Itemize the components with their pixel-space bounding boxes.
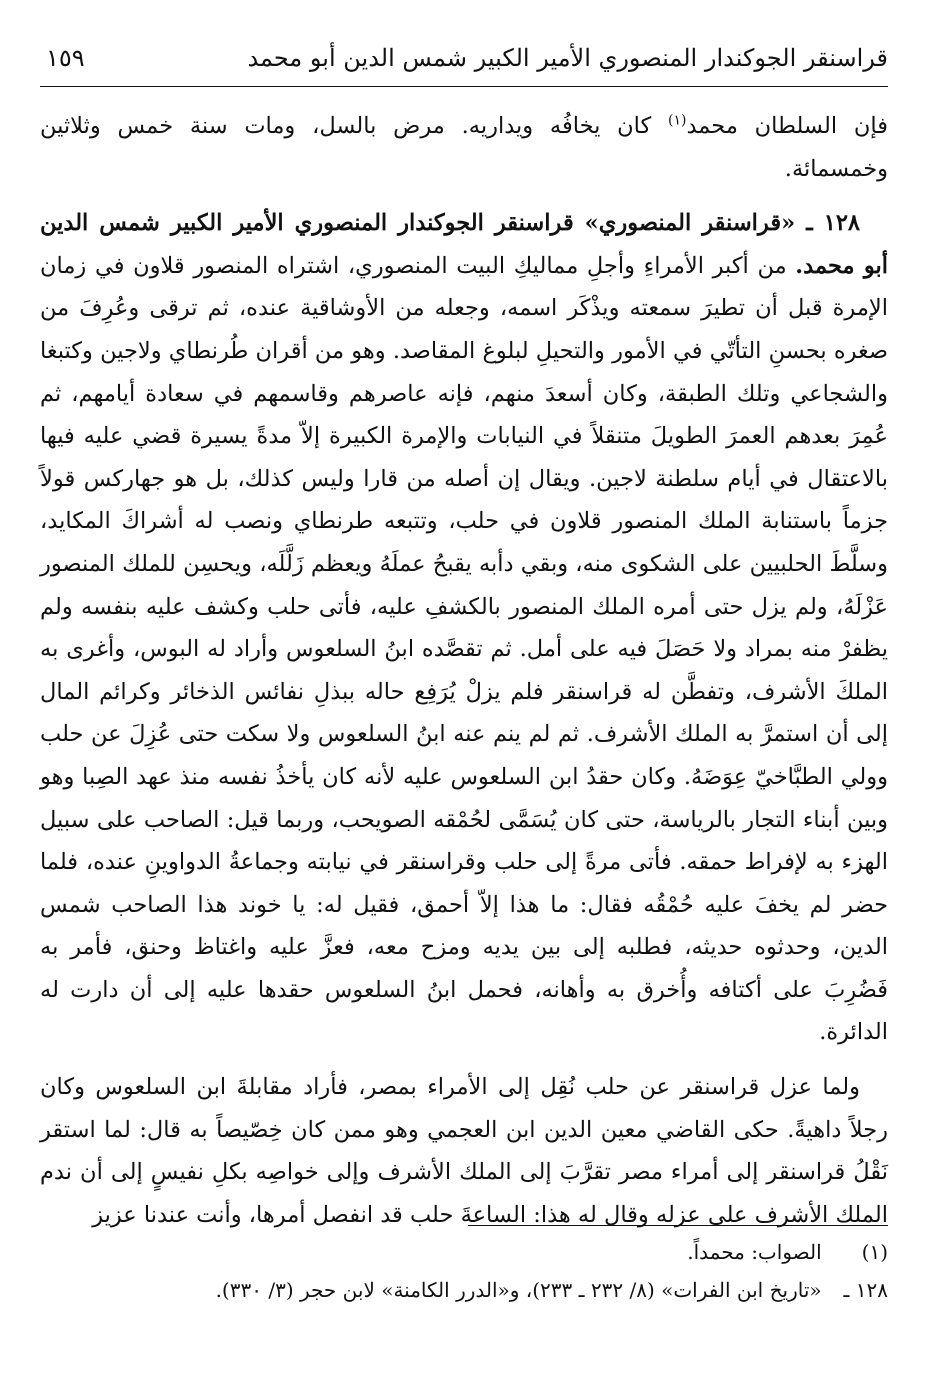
footnote-reference: (١) <box>668 112 687 129</box>
footnote-text: «تاريخ ابن الفرات» (٨/ ٢٣٢ ـ ٢٣٣)، و«الدرر الكامنة» لابن حجر (٣/ ٣٣٠). <box>215 1278 822 1302</box>
page-number: ١٥٩ <box>46 44 85 72</box>
footnote <box>40 1278 888 1302</box>
footnote-text: الصواب: محمداً. <box>687 1240 822 1264</box>
main-text <box>40 105 888 1236</box>
paragraph-continuation <box>40 105 888 190</box>
footnotes <box>40 1225 888 1302</box>
paragraph-text: ولما عزل قراسنقر عن حلب نُقِل إلى الأمراء بمصر، فأراد مقابلةَ ابن السلعوس وكان رجلاً داهيةً. حكى القاضي معين الدين ابن العجمي وهو ممن كان خِصّيصاً به قال: لما استقر نَقْلُ قراسنقر إلى أمراء مصر تقرَّبَ إلى الملك الأشرف وإلى خواصِه بكلِ نفيسٍ إلى أن ندم الملك الأشرف على عزله وقال له هذا: الساعةَ حلب قد انفصل أمرها، وأنت عندنا عزيز <box>40 1074 888 1228</box>
running-title: قراسنقر الجوكندار المنصوري الأمير الكبير شمس الدين أبو محمد <box>247 44 888 72</box>
paragraph-text: كان يخافُه ويداريه. مرض بالسل، ومات سنة خمس وثلاثين وخمسمائة. <box>40 113 888 182</box>
footnote-marker: (١) <box>861 1240 888 1264</box>
footnote-divider <box>468 1225 888 1226</box>
paragraph-text: فإن السلطان محمد <box>686 113 889 139</box>
paragraph <box>40 1066 888 1236</box>
biography-entry <box>40 202 888 1054</box>
book-page <box>40 40 888 1333</box>
footnote <box>40 1240 888 1264</box>
page-header <box>40 40 888 87</box>
entry-text: من أكبر الأمراءِ وأجلِ مماليكِ البيت المنصوري، اشتراه المنصور قلاون في زمان الإمرة قبل أن تطيرَ سمعته ويذْكَر اسمه، وجعله من الأوشاقية عنده، ثم ترقى وعُرِفَ من صغره بحسنِ التأتّي في الأمور والتحيلِ لبلوغ المقاصد. وهو من أقران طُرنطاي ولاجين وكتبغا والشجاعي وتلك الطبقة، وكان أسعدَ منهم، فإنه عاصرهم وقاسمهم في سعادة أيامهم، ثم عُمِرَ بعدهم العمرَ الطويلَ متنقلاً في النيابات والإمرة الكبيرة إلاّ مدةً يسيرة قضي عليه فيها بالاعتقال في أيام سلطنة لاجين. ويقال إن أصله من قارا وليس كذلك، بل هو جهاركس قولاً جزماً باستنابة الملك المنصور قلاون في حلب، وتتبعه طرنطاي ونصب له أشراكَ المكايد، وسلَّطَ الحلبيين على الشكوى منه، وبقي دأبه يقبحُ عملَهُ ويعظم زَلَّلَه، ويحسِن للملك المنصور عَزْلَهُ، ولم يزل حتى أمره الملك المنصور بالكشفِ عليه، فأتى حلب وكشف عليه بنفسه ولم يظفرْ منه بمراد ولا حَصَلَ فيه على أمل. ثم تقصَّده ابنُ السلعوس وأراد له البوس، وأغرى به الملكَ الأشرف، وتفطَّن له قراسنقر فلم يزلْ يُرَفِع حاله ببذلِ نفائس الذخائر وكرائم المال إلى أن استمرَّ به الملك الأشرف. ثم لم ينم عنه ابنُ السلعوس ولا سكت حتى عُزِلَ عن حلب وولي الطبَّاخيّ عِوَضَهُ. وكان حقدُ ابن السلعوس عليه لأنه كان يأخذُ نفسه منذ عهد الصِبا وهو وبين أبناء التجار بالرياسة، حتى كان يُسَمَّى لحُمْقه الصويحب، وربما قيل: الصاحب على سبيل الهزء به لإفراط حمقه. فأتى مرةً إلى حلب وقراسنقر في نيابته وجماعةُ الدواوينِ عنده، فلما حضر لم يخفَ عليه حُمْقُه فقال: ما هذا إلاّ أحمق، فقيل له: يا خوند هذا الصاحب شمس الدين، وحدثوه حديثه، فطلبه إلى بين يديه ومزح معه، فعزَّ عليه واغتاظ وحنق، فأمر به فَضُرِبَ على أكتافه وأُخرق به وأهانه، فحمل ابنُ السلعوس حقدها عليه إلى أن دارت له الدائرة. <box>40 252 888 1046</box>
footnote-marker: ١٢٨ ـ <box>843 1278 888 1302</box>
entry-heading: ١٢٨ ـ «قراسنقر المنصوري» قراسنقر الجوكندار المنصوري الأمير الكبير شمس الدين أبو محمد. <box>40 210 888 279</box>
